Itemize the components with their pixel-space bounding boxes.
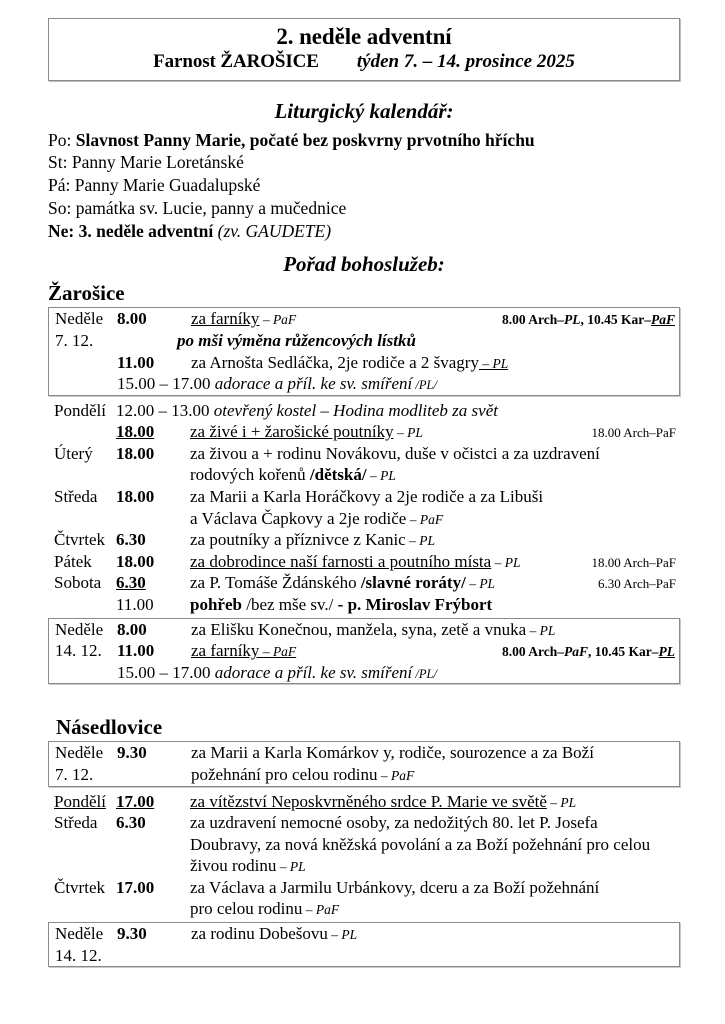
row-time: 6.30: [116, 813, 146, 833]
village-title-zarosice: Žarošice: [48, 281, 125, 306]
row-intention: za živou a + rodinu Novákovu, duše v očistci a za uzdravení: [190, 443, 600, 463]
list-item: [48, 129, 680, 152]
annex-text: 6.30 Arch–PaF: [598, 576, 676, 592]
row-day: Neděle: [55, 309, 104, 329]
row-day: Středa: [54, 487, 98, 507]
row-intention-text: za farníky: [191, 641, 260, 661]
row-celebrant: – PaF: [259, 312, 297, 328]
row-intention-text: za vítězství Neposkvrněného srdce P. Marie ve světě: [190, 791, 547, 811]
row-celebrant: – PaF: [377, 767, 415, 783]
row-date: 7. 12.: [55, 331, 94, 351]
row-intention: [190, 421, 586, 443]
row-intention: za uzdravení nemocné osoby, za nedožitých 80. let P. Josefa: [190, 813, 598, 833]
table-row: [48, 877, 680, 899]
row-intention-text: za rodinu Dobešovu: [191, 923, 328, 943]
table-row: [48, 594, 680, 616]
row-intention-tag: /slavné roráty/: [360, 573, 466, 593]
annex-part: 8.00 Arch–: [501, 312, 564, 328]
row-annex-note: [586, 425, 677, 442]
table-row: [48, 529, 680, 551]
row-day: Sobota: [54, 573, 102, 593]
row-day: Neděle: [55, 619, 104, 639]
cont-tag: /dětská/: [305, 465, 367, 485]
row-time: 18.00: [116, 551, 155, 571]
cont-text: rodových kořenů: [190, 465, 306, 485]
cal-day-label: Po:: [48, 129, 76, 150]
annex-part: PaF: [650, 312, 675, 328]
table-row: [49, 352, 679, 374]
row-time: 9.30: [117, 743, 147, 763]
cal-entry-text: Panny Marie Guadalupské: [74, 175, 261, 196]
schedule-block-nasedlovice-sunday-14: [48, 922, 680, 967]
table-row: [48, 443, 680, 465]
annex-part: , 10.45 Kar–: [580, 312, 651, 328]
table-row: [48, 834, 680, 856]
row-intention-cont: [116, 898, 676, 920]
row-time: 11.00: [117, 352, 155, 372]
cal-entry-text: 3. neděle adventní: [78, 220, 214, 241]
week-range: týden 7. – 14. prosince 2025: [356, 50, 575, 72]
row-time: 6.30: [116, 573, 146, 593]
row-open-church: [116, 400, 676, 422]
row-intention-cont: [116, 508, 676, 530]
table-row: [48, 812, 680, 834]
row-intention-text: za poutníky a příznivce z Kanic: [190, 530, 406, 550]
row-intention-text: za dobrodince naší farnosti a poutního místa: [190, 551, 492, 571]
row-annex-note: [592, 576, 676, 593]
annex-part: PL: [658, 644, 675, 660]
table-row: [49, 330, 679, 352]
adoration-celebrant: /PL/: [412, 378, 437, 393]
table-row: [48, 421, 680, 443]
row-intention: za Marii a Karla Horáčkovy a 2je rodiče a za Libuši: [190, 487, 544, 507]
row-intention-cont: [116, 855, 676, 877]
row-celebrant: – PL: [327, 926, 358, 942]
row-time: 11.00: [117, 641, 155, 661]
row-intention-text: za P. Tomáše Ždánského: [190, 573, 361, 593]
list-item: [48, 151, 680, 174]
annex-text: 18.00 Arch–PaF: [591, 554, 676, 570]
list-item: [48, 220, 680, 243]
table-row: [49, 619, 679, 641]
row-time: 8.00: [117, 619, 147, 639]
row-intention: [190, 551, 586, 573]
annex-part: , 10.45 Kar–: [588, 644, 659, 660]
page-title: 2. neděle adventní: [276, 24, 452, 49]
row-day: Čtvrtek: [54, 877, 105, 897]
table-row: [49, 923, 679, 945]
list-item: [48, 174, 680, 197]
row-adoration: [117, 662, 675, 684]
row-time: 11.00: [116, 594, 154, 614]
table-row: [48, 464, 680, 486]
annex-text: 18.00 Arch–PaF: [591, 425, 676, 441]
row-date: 7. 12.: [55, 764, 94, 784]
table-row: [49, 662, 679, 684]
row-funeral: [190, 594, 676, 616]
row-intention: [191, 640, 496, 662]
table-row: [48, 486, 680, 508]
services-heading: Pořad bohoslužeb:: [283, 252, 445, 277]
row-intention: [191, 308, 496, 330]
liturgical-calendar-list: [48, 129, 680, 243]
row-time: 9.30: [117, 923, 147, 943]
row-date: 14. 12.: [55, 945, 102, 965]
cont-text: požehnání pro celou rodinu: [191, 764, 378, 784]
row-celebrant: – PL: [393, 425, 423, 441]
cal-day-label: So:: [48, 197, 76, 218]
row-intention: za Václava a Jarmilu Urbánkovy, dceru a za Boží požehnání: [190, 877, 600, 897]
liturgical-calendar-heading: Liturgický kalendář:: [274, 98, 454, 123]
row-celebrant: – PL: [478, 355, 509, 371]
row-celebrant: – PL: [465, 576, 496, 592]
adoration-text: adorace a příl. ke sv. smíření: [210, 374, 413, 394]
open-church-time: 12.00 – 13.00: [116, 400, 210, 420]
cal-entry-suffix: (zv. GAUDETE): [213, 220, 332, 241]
row-day: Pátek: [54, 551, 92, 571]
row-celebrant: – PL: [276, 859, 306, 875]
parish-name: Farnost ŽAROŠICE: [153, 50, 319, 72]
cont-text: a Václava Čapkovy a 2je rodiče: [190, 508, 407, 528]
row-time: 8.00: [117, 309, 147, 329]
row-day: Neděle: [55, 923, 104, 943]
cal-day-label: Pá:: [48, 175, 75, 196]
funeral-note: /bez mše sv./: [241, 594, 338, 614]
row-intention-cont: [116, 464, 676, 486]
row-intention: za Marii a Karla Komárkov y, rodiče, sourozence a za Boží: [191, 743, 594, 763]
table-row: [48, 791, 680, 813]
row-intention: [191, 923, 675, 945]
cont-text: živou rodinu: [190, 856, 277, 876]
annex-part: PaF: [563, 644, 588, 660]
header-box: [48, 18, 680, 81]
row-time: 17.00: [116, 877, 155, 897]
row-intention: [190, 791, 676, 813]
row-celebrant: – PL: [405, 533, 435, 549]
row-annex-note: [496, 311, 675, 328]
row-note: po mši výměna růžencových lístků: [177, 331, 416, 351]
row-day: Pondělí: [54, 791, 106, 811]
row-annex-note: [496, 643, 675, 660]
row-intention-cont: [117, 764, 675, 786]
cal-entry-text: památka sv. Lucie, panny a mučednice: [75, 197, 347, 218]
adoration-time: 15.00 – 17.00: [117, 374, 211, 394]
schedule-block-nasedlovice-weekdays: [48, 789, 680, 920]
table-row: [49, 945, 679, 967]
row-date: 14. 12.: [55, 641, 102, 661]
funeral-person: - p. Miroslav Frýbort: [337, 594, 493, 614]
row-time: 18.00: [116, 487, 155, 507]
row-intention-text: za Elišku Konečnou, manžela, syna, zetě a vnuka: [191, 619, 527, 639]
funeral-label: pohřeb: [190, 594, 242, 614]
table-row: [49, 308, 679, 330]
section-gap: [48, 686, 680, 712]
table-row: [49, 764, 679, 786]
row-annex-note: [586, 555, 677, 572]
row-celebrant: – PL: [526, 622, 556, 638]
row-intention: [190, 572, 592, 594]
cal-entry-text: Panny Marie Loretánské: [71, 152, 244, 173]
row-intention-text: za živé i + žarošické poutníky: [190, 422, 394, 442]
row-intention: [191, 619, 675, 641]
row-day: Úterý: [54, 443, 93, 463]
row-time: 18.00: [116, 422, 155, 442]
schedule-block-zarosice-sunday-14: [48, 618, 680, 685]
adoration-celebrant: /PL/: [412, 666, 437, 681]
row-intention-text: za farníky: [191, 309, 260, 329]
row-celebrant: – PL: [366, 468, 396, 484]
row-day: Čtvrtek: [54, 530, 105, 550]
cal-day-label: Ne:: [48, 220, 79, 241]
row-day: Pondělí: [54, 400, 106, 420]
row-intention: [191, 352, 675, 374]
row-time: 17.00: [116, 791, 155, 811]
row-intention-cont: Doubravy, za nová kněžská povolání a za Boží požehnání pro celou: [190, 834, 651, 854]
annex-part: 8.00 Arch–: [501, 644, 564, 660]
row-celebrant: – PL: [546, 794, 577, 810]
header-subtitle: [57, 51, 671, 73]
cal-day-label: St:: [48, 152, 72, 173]
row-celebrant: – PaF: [259, 644, 297, 660]
table-row: [49, 640, 679, 662]
schedule-block-zarosice-sunday-07: [48, 307, 680, 395]
annex-part: PL: [563, 312, 581, 328]
table-row: [48, 508, 680, 530]
row-celebrant: – PaF: [406, 511, 444, 527]
open-church-text: otevřený kostel – Hodina modliteb za svět: [209, 400, 498, 420]
table-row: [48, 855, 680, 877]
row-time: 6.30: [116, 530, 146, 550]
schedule-block-zarosice-weekdays: [48, 398, 680, 616]
table-row: [48, 400, 680, 422]
row-celebrant: – PaF: [302, 902, 340, 918]
row-day: Neděle: [55, 743, 104, 763]
table-row: [49, 742, 679, 764]
row-time: 18.00: [116, 443, 155, 463]
schedule-block-nasedlovice-sunday-07: [48, 741, 680, 786]
cont-text: pro celou rodinu: [190, 899, 303, 919]
table-row: [48, 898, 680, 920]
table-row: [49, 373, 679, 395]
adoration-text: adorace a příl. ke sv. smíření: [210, 662, 413, 682]
row-intention: [190, 529, 676, 551]
table-row: [48, 572, 680, 594]
row-adoration: [117, 373, 675, 395]
list-item: [48, 197, 680, 220]
row-celebrant: – PL: [491, 554, 521, 570]
table-row: [48, 551, 680, 573]
cal-entry-text: Slavnost Panny Marie, počaté bez poskvrny prvotního hříchu: [75, 129, 535, 150]
row-intention-text: za Arnošta Sedláčka, 2je rodiče a 2 švagry: [191, 352, 479, 372]
adoration-time: 15.00 – 17.00: [117, 662, 211, 682]
village-title-nasedlovice: Násedlovice: [56, 715, 163, 740]
row-day: Středa: [54, 813, 98, 833]
